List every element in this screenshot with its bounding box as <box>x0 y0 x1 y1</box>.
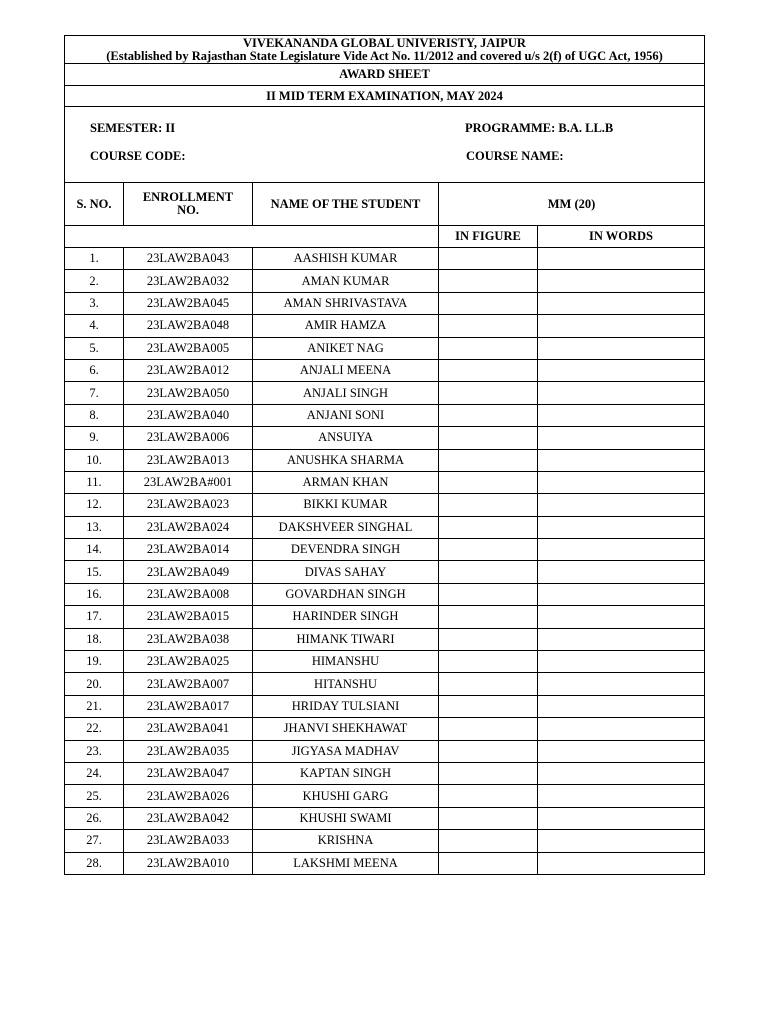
table-row <box>65 673 705 695</box>
enrollment-cell: 23LAW2BA050 <box>124 382 253 404</box>
marks-figure-cell[interactable] <box>439 292 538 314</box>
sno-cell: 18. <box>65 628 124 650</box>
student-name-cell: HRIDAY TULSIANI <box>253 695 439 717</box>
sno-cell: 5. <box>65 337 124 359</box>
enrollment-cell: 23LAW2BA017 <box>124 695 253 717</box>
marks-figure-cell[interactable] <box>439 539 538 561</box>
student-name-cell: KAPTAN SINGH <box>253 762 439 784</box>
marks-figure-cell[interactable] <box>439 852 538 874</box>
marks-words-cell[interactable] <box>538 315 705 337</box>
col-in-figure: IN FIGURE <box>439 226 538 248</box>
programme-label: PROGRAMME: B.A. LL.B <box>465 121 614 135</box>
student-name-cell: ANJALI MEENA <box>253 359 439 381</box>
enrollment-cell: 23LAW2BA048 <box>124 315 253 337</box>
table-row <box>65 516 705 538</box>
marks-words-cell[interactable] <box>538 651 705 673</box>
marks-figure-cell[interactable] <box>439 382 538 404</box>
enrollment-cell: 23LAW2BA007 <box>124 673 253 695</box>
table-row <box>65 404 705 426</box>
enrollment-cell: 23LAW2BA010 <box>124 852 253 874</box>
enrollment-cell: 23LAW2BA006 <box>124 427 253 449</box>
table-row <box>65 628 705 650</box>
student-name-cell: AMAN SHRIVASTAVA <box>253 292 439 314</box>
marks-figure-cell[interactable] <box>439 471 538 493</box>
enrollment-cell: 23LAW2BA049 <box>124 561 253 583</box>
marks-figure-cell[interactable] <box>439 740 538 762</box>
sno-cell: 4. <box>65 315 124 337</box>
marks-figure-cell[interactable] <box>439 807 538 829</box>
marks-words-cell[interactable] <box>538 852 705 874</box>
student-name-cell: JIGYASA MADHAV <box>253 740 439 762</box>
enrollment-cell: 23LAW2BA008 <box>124 583 253 605</box>
enrollment-cell: 23LAW2BA024 <box>124 516 253 538</box>
marks-words-cell[interactable] <box>538 359 705 381</box>
marks-words-cell[interactable] <box>538 785 705 807</box>
enrollment-cell: 23LAW2BA015 <box>124 606 253 628</box>
enrollment-cell: 23LAW2BA043 <box>124 248 253 270</box>
enrollment-cell: 23LAW2BA040 <box>124 404 253 426</box>
award-sheet <box>64 35 704 875</box>
enrollment-cell: 23LAW2BA#001 <box>124 471 253 493</box>
enrollment-cell: 23LAW2BA012 <box>124 359 253 381</box>
table-row <box>65 427 705 449</box>
marks-words-cell[interactable] <box>538 762 705 784</box>
marks-words-cell[interactable] <box>538 516 705 538</box>
table-row <box>65 740 705 762</box>
marks-words-cell[interactable] <box>538 606 705 628</box>
enrollment-cell: 23LAW2BA032 <box>124 270 253 292</box>
student-name-cell: JHANVI SHEKHAWAT <box>253 718 439 740</box>
sno-cell: 28. <box>65 852 124 874</box>
marks-figure-cell[interactable] <box>439 359 538 381</box>
marks-words-cell[interactable] <box>538 561 705 583</box>
marks-words-cell[interactable] <box>538 740 705 762</box>
marks-figure-cell[interactable] <box>439 718 538 740</box>
table-row <box>65 695 705 717</box>
marks-figure-cell[interactable] <box>439 516 538 538</box>
marks-figure-cell[interactable] <box>439 606 538 628</box>
sno-cell: 23. <box>65 740 124 762</box>
sno-cell: 12. <box>65 494 124 516</box>
sno-cell: 27. <box>65 830 124 852</box>
col-in-words: IN WORDS <box>538 226 705 248</box>
course-name-label: COURSE NAME: <box>466 149 564 163</box>
sno-cell: 3. <box>65 292 124 314</box>
col-name: NAME OF THE STUDENT <box>253 183 439 226</box>
table-row <box>65 807 705 829</box>
marks-words-cell[interactable] <box>538 248 705 270</box>
table-row <box>65 561 705 583</box>
student-name-cell: AMIR HAMZA <box>253 315 439 337</box>
table-row <box>65 315 705 337</box>
enrollment-cell: 23LAW2BA035 <box>124 740 253 762</box>
student-name-cell: HIMANK TIWARI <box>253 628 439 650</box>
enrollment-cell: 23LAW2BA033 <box>124 830 253 852</box>
marks-figure-cell[interactable] <box>439 628 538 650</box>
sno-cell: 25. <box>65 785 124 807</box>
marks-figure-cell[interactable] <box>439 449 538 471</box>
table-row <box>65 583 705 605</box>
table-row <box>65 762 705 784</box>
marks-words-cell[interactable] <box>538 830 705 852</box>
award-table <box>64 35 705 875</box>
university-name: VIVEKANANDA GLOBAL UNIVERISTY, JAIPUR <box>243 35 526 50</box>
marks-figure-cell[interactable] <box>439 315 538 337</box>
course-meta <box>65 107 705 183</box>
marks-words-cell[interactable] <box>538 673 705 695</box>
student-name-cell: GOVARDHAN SINGH <box>253 583 439 605</box>
marks-figure-cell[interactable] <box>439 270 538 292</box>
marks-words-cell[interactable] <box>538 718 705 740</box>
sno-cell: 17. <box>65 606 124 628</box>
sheet-title: AWARD SHEET <box>65 64 705 86</box>
enrollment-cell: 23LAW2BA038 <box>124 628 253 650</box>
student-name-cell: HITANSHU <box>253 673 439 695</box>
enrollment-cell: 23LAW2BA045 <box>124 292 253 314</box>
student-name-cell: HARINDER SINGH <box>253 606 439 628</box>
student-name-cell: KHUSHI SWAMI <box>253 807 439 829</box>
col-mm: MM (20) <box>439 183 705 226</box>
table-row <box>65 830 705 852</box>
university-header <box>65 36 705 64</box>
enrollment-cell: 23LAW2BA026 <box>124 785 253 807</box>
marks-figure-cell[interactable] <box>439 695 538 717</box>
student-name-cell: DIVAS SAHAY <box>253 561 439 583</box>
table-row <box>65 337 705 359</box>
marks-figure-cell[interactable] <box>439 583 538 605</box>
sno-cell: 13. <box>65 516 124 538</box>
marks-words-cell[interactable] <box>538 382 705 404</box>
table-row <box>65 852 705 874</box>
table-row <box>65 471 705 493</box>
table-row <box>65 382 705 404</box>
col-enrollment <box>124 183 253 226</box>
enrollment-cell: 23LAW2BA014 <box>124 539 253 561</box>
table-row <box>65 359 705 381</box>
sno-cell: 6. <box>65 359 124 381</box>
table-row <box>65 292 705 314</box>
marks-words-cell[interactable] <box>538 494 705 516</box>
enrollment-cell: 23LAW2BA047 <box>124 762 253 784</box>
subhead-blank <box>65 226 439 248</box>
marks-words-cell[interactable] <box>538 292 705 314</box>
student-name-cell: ARMAN KHAN <box>253 471 439 493</box>
student-name-cell: DEVENDRA SINGH <box>253 539 439 561</box>
marks-figure-cell[interactable] <box>439 404 538 426</box>
marks-words-cell[interactable] <box>538 449 705 471</box>
table-row <box>65 248 705 270</box>
course-code-label: COURSE CODE: <box>90 149 186 163</box>
student-name-cell: KRISHNA <box>253 830 439 852</box>
col-sno: S. NO. <box>65 183 124 226</box>
sno-cell: 2. <box>65 270 124 292</box>
sno-cell: 21. <box>65 695 124 717</box>
marks-figure-cell[interactable] <box>439 673 538 695</box>
enrollment-cell: 23LAW2BA041 <box>124 718 253 740</box>
table-row <box>65 606 705 628</box>
exam-title: II MID TERM EXAMINATION, MAY 2024 <box>65 86 705 107</box>
table-row <box>65 785 705 807</box>
table-row <box>65 449 705 471</box>
col-enrollment-line1: ENROLLMENT <box>142 190 234 204</box>
sno-cell: 14. <box>65 539 124 561</box>
sno-cell: 22. <box>65 718 124 740</box>
sno-cell: 26. <box>65 807 124 829</box>
marks-figure-cell[interactable] <box>439 494 538 516</box>
student-name-cell: ANJANI SONI <box>253 404 439 426</box>
table-row <box>65 270 705 292</box>
marks-words-cell[interactable] <box>538 695 705 717</box>
enrollment-cell: 23LAW2BA025 <box>124 651 253 673</box>
student-name-cell: BIKKI KUMAR <box>253 494 439 516</box>
sno-cell: 20. <box>65 673 124 695</box>
col-enrollment-line2: NO. <box>177 203 199 217</box>
marks-words-cell[interactable] <box>538 807 705 829</box>
marks-figure-cell[interactable] <box>439 427 538 449</box>
establishment-note: (Established by Rajasthan State Legislature Vide Act No. 11/2012 and covered u/s 2(f) of UGC Act, 1956) <box>106 48 663 63</box>
marks-figure-cell[interactable] <box>439 248 538 270</box>
student-name-cell: DAKSHVEER SINGHAL <box>253 516 439 538</box>
table-row <box>65 539 705 561</box>
marks-words-cell[interactable] <box>538 471 705 493</box>
student-name-cell: ANIKET NAG <box>253 337 439 359</box>
marks-figure-cell[interactable] <box>439 785 538 807</box>
semester-label: SEMESTER: II <box>90 121 176 135</box>
sno-cell: 8. <box>65 404 124 426</box>
sno-cell: 1. <box>65 248 124 270</box>
student-name-cell: KHUSHI GARG <box>253 785 439 807</box>
student-name-cell: ANSUIYA <box>253 427 439 449</box>
marks-figure-cell[interactable] <box>439 762 538 784</box>
sno-cell: 11. <box>65 471 124 493</box>
student-name-cell: ANUSHKA SHARMA <box>253 449 439 471</box>
enrollment-cell: 23LAW2BA005 <box>124 337 253 359</box>
student-name-cell: AASHISH KUMAR <box>253 248 439 270</box>
enrollment-cell: 23LAW2BA023 <box>124 494 253 516</box>
enrollment-cell: 23LAW2BA042 <box>124 807 253 829</box>
marks-figure-cell[interactable] <box>439 337 538 359</box>
sno-cell: 9. <box>65 427 124 449</box>
marks-words-cell[interactable] <box>538 427 705 449</box>
marks-figure-cell[interactable] <box>439 651 538 673</box>
marks-words-cell[interactable] <box>538 539 705 561</box>
table-row <box>65 651 705 673</box>
sno-cell: 15. <box>65 561 124 583</box>
sno-cell: 10. <box>65 449 124 471</box>
student-name-cell: ANJALI SINGH <box>253 382 439 404</box>
student-name-cell: HIMANSHU <box>253 651 439 673</box>
marks-words-cell[interactable] <box>538 583 705 605</box>
marks-figure-cell[interactable] <box>439 830 538 852</box>
student-name-cell: AMAN KUMAR <box>253 270 439 292</box>
marks-words-cell[interactable] <box>538 270 705 292</box>
marks-figure-cell[interactable] <box>439 561 538 583</box>
table-row <box>65 494 705 516</box>
enrollment-cell: 23LAW2BA013 <box>124 449 253 471</box>
sno-cell: 16. <box>65 583 124 605</box>
student-name-cell: LAKSHMI MEENA <box>253 852 439 874</box>
marks-words-cell[interactable] <box>538 337 705 359</box>
marks-words-cell[interactable] <box>538 628 705 650</box>
sno-cell: 19. <box>65 651 124 673</box>
sno-cell: 24. <box>65 762 124 784</box>
marks-words-cell[interactable] <box>538 404 705 426</box>
table-row <box>65 718 705 740</box>
sno-cell: 7. <box>65 382 124 404</box>
